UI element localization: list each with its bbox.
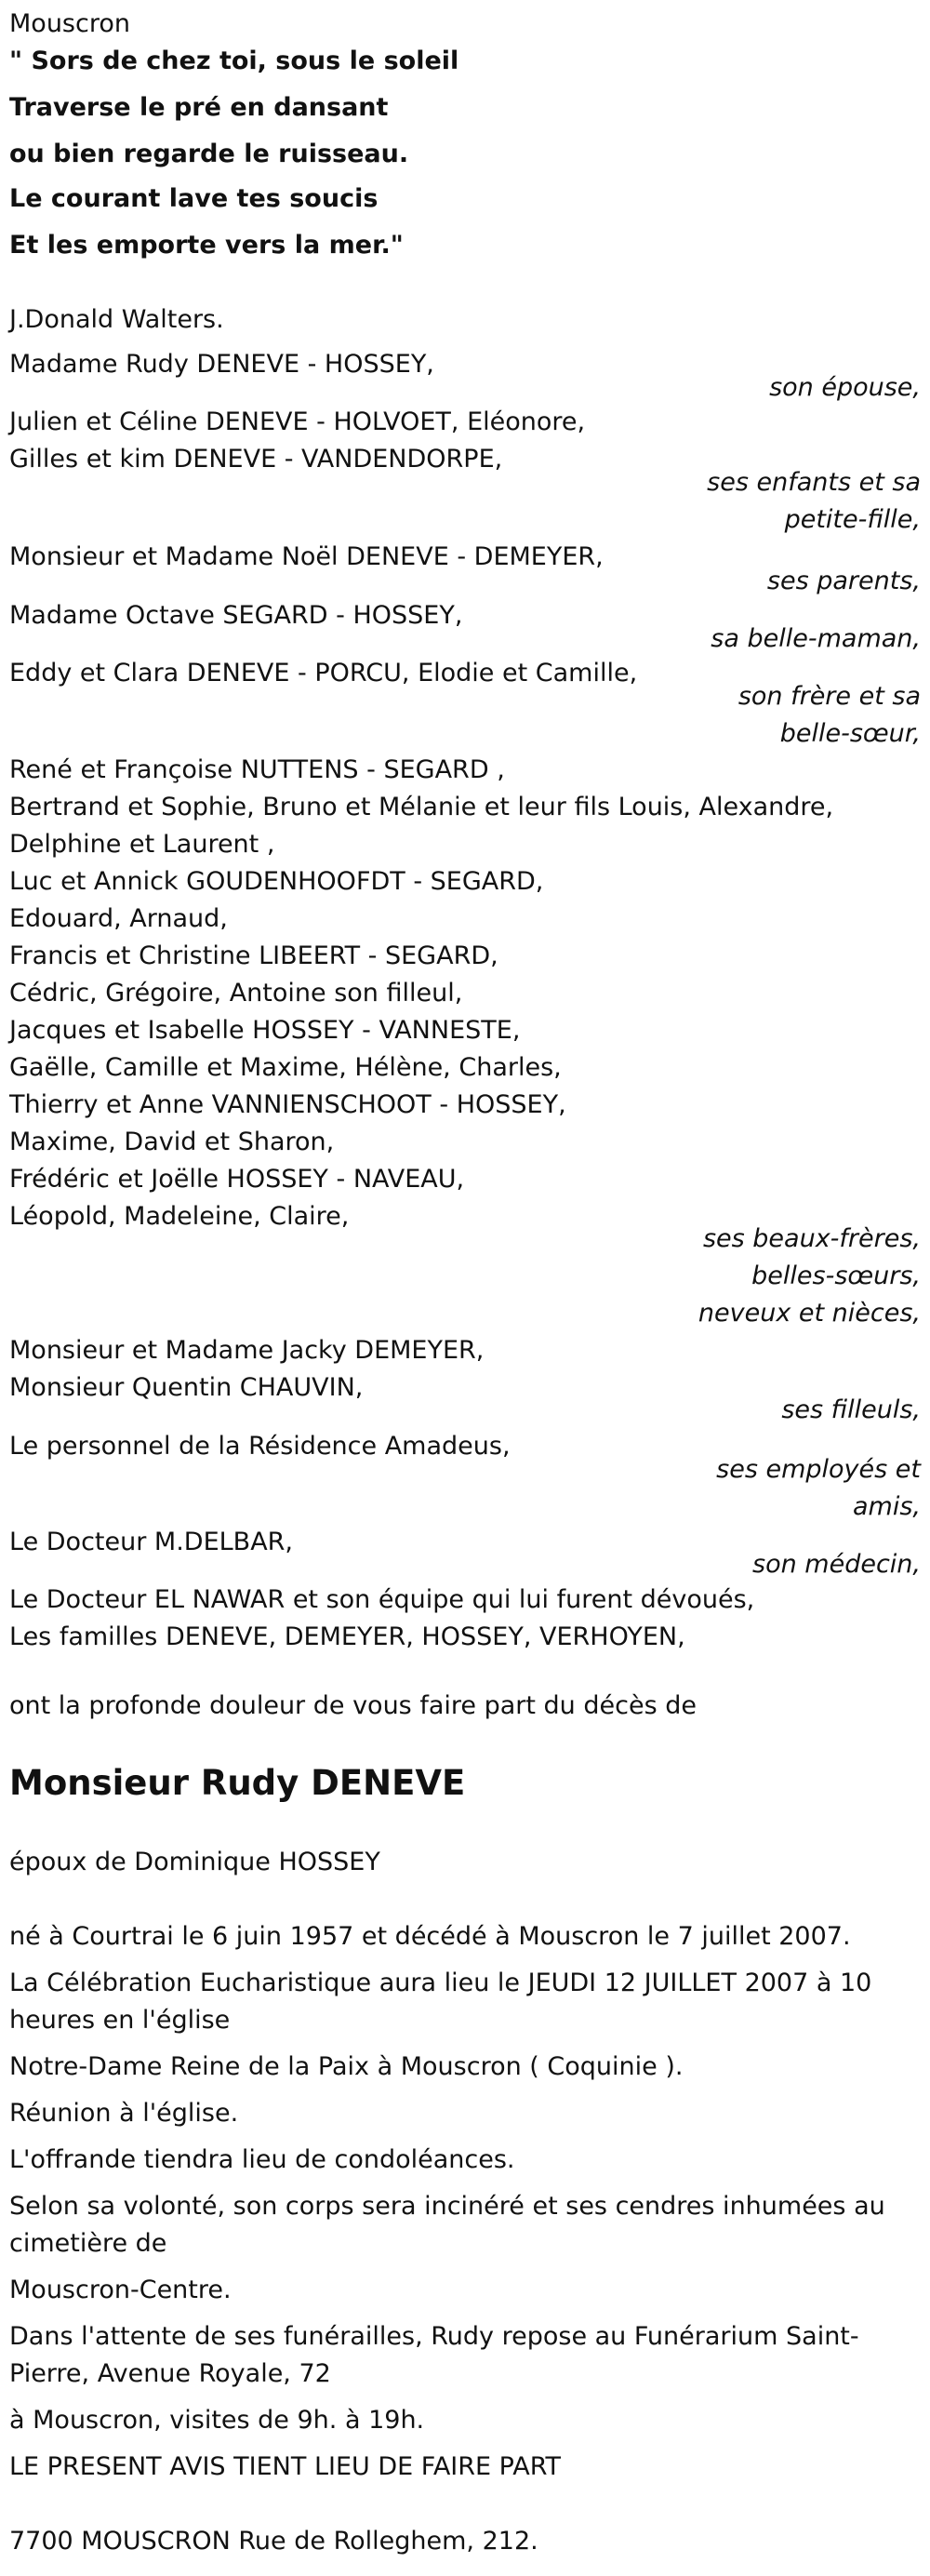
- detail-line: Pierre, Avenue Royale, 72: [9, 2359, 331, 2388]
- city-heading: Mouscron: [9, 9, 130, 38]
- family-name-line: Edouard, Arnaud,: [9, 904, 228, 933]
- detail-line: LE PRESENT AVIS TIENT LIEU DE FAIRE PART: [9, 2452, 561, 2481]
- poem-line: Traverse le pré en dansant: [9, 93, 389, 122]
- family-name-line: Eddy et Clara DENEVE - PORCU, Elodie et Camille,: [9, 659, 638, 687]
- family-relation: belle-sœur,: [779, 719, 921, 748]
- family-relation: ses beaux-frères,: [702, 1224, 921, 1253]
- family-name-line: Le Docteur M.DELBAR,: [9, 1528, 294, 1556]
- family-name-line: Monsieur et Madame Jacky DEMEYER,: [9, 1336, 485, 1365]
- detail-line: cimetière de: [9, 2229, 167, 2258]
- poem-line: ou bien regarde le ruisseau.: [9, 140, 409, 168]
- family-relation: ses enfants et sa: [707, 468, 921, 497]
- family-relation: neveux et nièces,: [698, 1299, 921, 1328]
- family-name-line: Francis et Christine LIBEERT - SEGARD,: [9, 941, 498, 970]
- detail-line: à Mouscron, visites de 9h. à 19h.: [9, 2406, 425, 2435]
- detail-line: La Célébration Eucharistique aura lieu le JEUDI 12 JUILLET 2007 à 10: [9, 1969, 872, 1997]
- family-name-line: Léopold, Madeleine, Claire,: [9, 1202, 350, 1231]
- detail-line: né à Courtrai le 6 juin 1957 et décédé à Mouscron le 7 juillet 2007.: [9, 1922, 851, 1951]
- announcement-text: ont la profonde douleur de vous faire part du décès de: [9, 1691, 697, 1720]
- family-relation: ses employés et: [716, 1455, 921, 1484]
- family-name-line: Monsieur Quentin CHAUVIN,: [9, 1373, 364, 1402]
- family-name-line: Julien et Céline DENEVE - HOLVOET, Eléonore,: [9, 407, 586, 436]
- family-name-line: Gaëlle, Camille et Maxime, Hélène, Charles,: [9, 1053, 562, 1082]
- family-relation: son frère et sa: [737, 682, 921, 711]
- family-name-line: Gilles et kim DENEVE - VANDENDORPE,: [9, 445, 503, 474]
- family-name-line: Delphine et Laurent ,: [9, 830, 275, 859]
- detail-line: Notre-Dame Reine de la Paix à Mouscron ( Coquinie ).: [9, 2052, 684, 2081]
- family-name-line: Les familles DENEVE, DEMEYER, HOSSEY, VERHOYEN,: [9, 1622, 685, 1651]
- family-name-line: Luc et Annick GOUDENHOOFDT - SEGARD,: [9, 867, 544, 896]
- family-name-line: Madame Rudy DENEVE - HOSSEY,: [9, 350, 434, 379]
- family-name-line: Maxime, David et Sharon,: [9, 1128, 335, 1156]
- spouse-line: époux de Dominique HOSSEY: [9, 1848, 380, 1876]
- family-relation: belles-sœurs,: [751, 1261, 921, 1290]
- detail-line: Mouscron-Centre.: [9, 2276, 232, 2304]
- address: 7700 MOUSCRON Rue de Rolleghem, 212.: [9, 2527, 538, 2556]
- family-relation: son épouse,: [769, 373, 921, 402]
- family-name-line: Jacques et Isabelle HOSSEY - VANNESTE,: [9, 1016, 521, 1045]
- family-relation: son médecin,: [752, 1550, 921, 1579]
- family-relation: amis,: [853, 1492, 921, 1521]
- detail-line: heures en l'église: [9, 2006, 231, 2035]
- family-name-line: René et Françoise NUTTENS - SEGARD ,: [9, 755, 505, 784]
- deceased-name: Monsieur Rudy DENEVE: [9, 1763, 466, 1803]
- family-name-line: Monsieur et Madame Noël DENEVE - DEMEYER,: [9, 542, 604, 571]
- family-relation: ses filleuls,: [781, 1395, 921, 1424]
- family-relation: sa belle-maman,: [711, 624, 921, 653]
- poem-line: Et les emporte vers la mer.": [9, 231, 404, 260]
- family-relation: petite-fille,: [784, 505, 921, 534]
- detail-line: L'offrande tiendra lieu de condoléances.: [9, 2145, 515, 2174]
- family-name-line: Bertrand et Sophie, Bruno et Mélanie et leur fils Louis, Alexandre,: [9, 793, 834, 821]
- family-name-line: Cédric, Grégoire, Antoine son filleul,: [9, 979, 463, 1008]
- detail-line: Selon sa volonté, son corps sera incinéré et ses cendres inhumées au: [9, 2192, 885, 2221]
- family-name-line: Le personnel de la Résidence Amadeus,: [9, 1432, 511, 1461]
- poem-line: " Sors de chez toi, sous le soleil: [9, 47, 459, 75]
- family-relation: ses parents,: [766, 567, 921, 595]
- family-name-line: Madame Octave SEGARD - HOSSEY,: [9, 601, 463, 630]
- poem-line: Le courant lave tes soucis: [9, 184, 379, 213]
- detail-line: Dans l'attente de ses funérailles, Rudy repose au Funérarium Saint-: [9, 2322, 859, 2351]
- poem-author: J.Donald Walters.: [9, 305, 224, 334]
- detail-line: Réunion à l'église.: [9, 2099, 239, 2128]
- family-name-line: Thierry et Anne VANNIENSCHOOT - HOSSEY,: [9, 1090, 566, 1119]
- family-name-line: Frédéric et Joëlle HOSSEY - NAVEAU,: [9, 1165, 465, 1194]
- family-name-line: Le Docteur EL NAWAR et son équipe qui lui furent dévoués,: [9, 1585, 755, 1614]
